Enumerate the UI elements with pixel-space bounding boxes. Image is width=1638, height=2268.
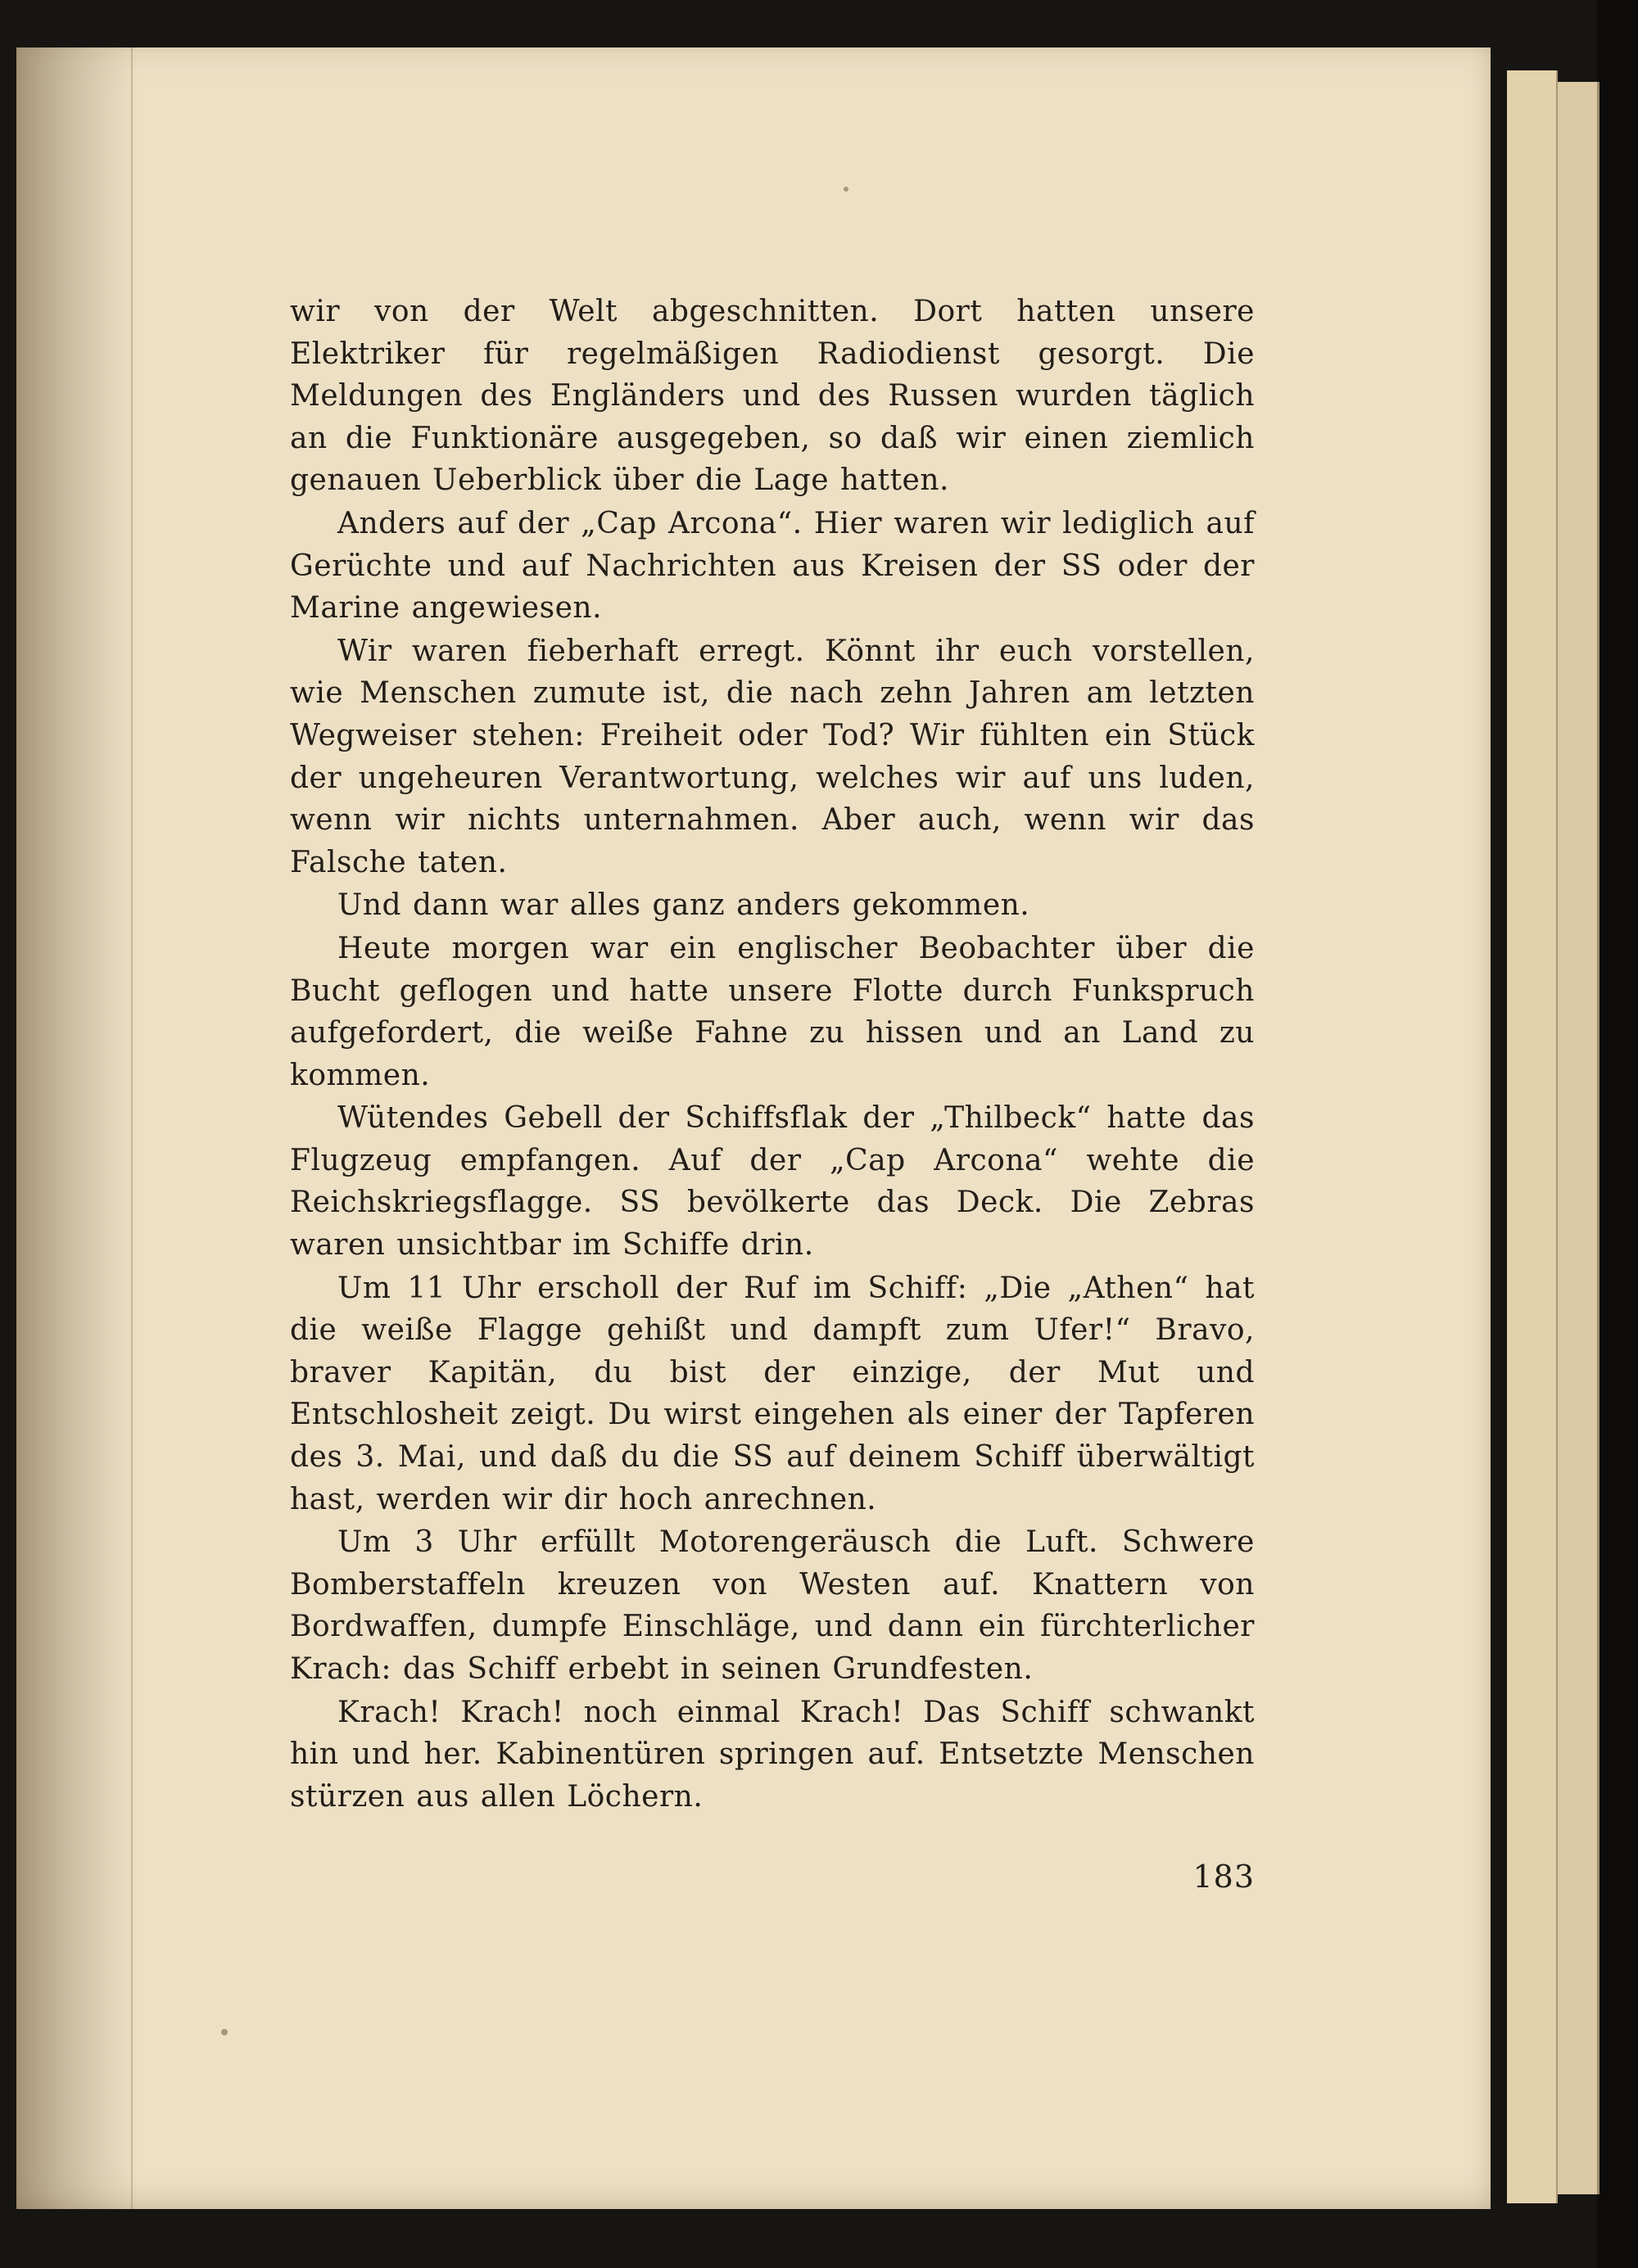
scan-backdrop <box>1597 0 1638 2268</box>
binding-fold <box>131 47 133 2209</box>
page-number: 183 <box>1192 1859 1255 1895</box>
paragraph: Heute morgen war ein englischer Beobachter über die Bucht geflogen und hatte unsere Flotte durch Funkspruch aufgefordert, die weiße Fahne zu hissen und an Land zu kommen. <box>290 931 1255 1092</box>
paper-speck <box>221 2029 228 2035</box>
paragraph: Und dann war alles ganz anders gekommen. <box>337 888 1030 923</box>
paragraph: Anders auf der „Cap Arcona“. Hier waren wir lediglich auf Gerüchte und auf Nachrichten aus Kreisen der SS oder der Marine angewiesen. <box>290 506 1255 626</box>
gutter-shadow <box>16 47 139 2209</box>
body-text <box>290 291 1255 1818</box>
paragraph: Krach! Krach! noch einmal Krach! Das Schiff schwankt hin und her. Kabinentüren springen auf. Entsetzte Menschen stürzen aus allen Löchern. <box>290 1695 1255 1814</box>
paper-speck <box>844 187 848 192</box>
paragraph: Um 3 Uhr erfüllt Motorengeräusch die Luft. Schwere Bomberstaffeln kreuzen von Westen auf. Knattern von Bordwaffen, dumpfe Einschläge, und dann ein fürchterlicher Krach: das Schiff erbebt in seinen Grundfesten. <box>290 1525 1255 1686</box>
paragraph: Um 11 Uhr erscholl der Ruf im Schiff: „Die „Athen“ hat die weiße Flagge gehißt und dampft zum Ufer!“ Bravo, braver Kapitän, du bist der einzige, der Mut und Entschlosheit zeigt. Du wirst eingehen als einer der Tapferen des 3. Mai, und daß du die SS auf deinem Schiff überwältigt hast, werden wir dir hoch anrechnen. <box>290 1271 1255 1516</box>
paragraph: wir von der Welt abgeschnitten. Dort hatten unsere Elektriker für regelmäßigen Radiodienst gesorgt. Die Meldungen des Engländers und des Russen wurden täglich an die Funktionäre ausgegeben, so daß wir einen ziemlich genauen Ueberblick über die Lage hatten. <box>290 295 1255 498</box>
paragraph: Wütendes Gebell der Schiffsflak der „Thilbeck“ hatte das Flugzeug empfangen. Auf der „Cap Arcona“ wehte die Reichskriegsflagge. SS bevölkerte das Deck. Die Zebras waren unsichtbar im Schiffe drin. <box>290 1101 1255 1263</box>
paragraph: Wir waren fieberhaft erregt. Könnt ihr euch vorstellen, wie Menschen zumute ist, die nach zehn Jahren am letzten Wegweiser stehen: Freiheit oder Tod? Wir fühlten ein Stück der ungeheuren Verantwortung, welches wir auf uns luden, wenn wir nichts unternahmen. Aber auch, wenn wir das Falsche taten. <box>290 634 1255 879</box>
page-edge-stack-inner <box>1507 70 1558 2203</box>
